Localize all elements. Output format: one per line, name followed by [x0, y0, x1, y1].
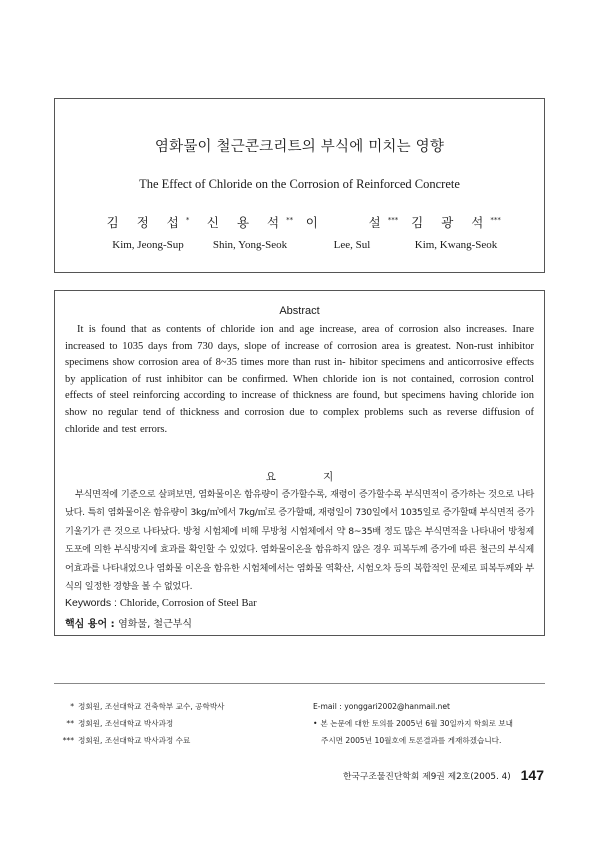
notice-text-1: 본 논문에 대한 토의를 2005년 6월 30일까지 학회로 보내 [320, 719, 513, 728]
footnote-item [54, 698, 294, 715]
paper-title-korean: 염화물이 철근콘크리트의 부식에 미치는 영향 [154, 139, 445, 155]
abstract-box [54, 290, 545, 636]
author-name-en: Shin, Yong-Seok [212, 239, 288, 251]
footnotes-contact [313, 698, 543, 749]
keywords-ko-label: 핵심 용어 : [65, 619, 119, 630]
footnote-item [54, 715, 294, 732]
journal-citation: 한국구조물진단학회 제9권 제2호(2005. 4) [342, 772, 511, 782]
author-name-en: Lee, Sul [333, 239, 371, 251]
email-line: E-mail : yonggari2002@hanmail.net [313, 702, 451, 711]
author-4 [391, 213, 521, 251]
keywords-ko-value: 염화물, 철근부식 [118, 619, 193, 630]
author-name-en: Kim, Jeong-Sup [112, 239, 184, 251]
footnotes-affiliations [54, 698, 294, 749]
keywords-label: Keywords : [65, 597, 120, 609]
author-name-en: Kim, Kwang-Seok [414, 239, 498, 251]
paper-title-english: The Effect of Chloride on the Corrosion of Reinforced Concrete [139, 177, 460, 191]
footnote-mark: ** [66, 719, 74, 728]
footnote-text: 정회원, 조선대학교 박사과정 수료 [78, 736, 191, 745]
author-name-ko: 김 광 석 [411, 215, 491, 230]
footnote-item [54, 732, 294, 749]
discussion-notice-line1 [313, 715, 543, 732]
keywords [65, 597, 257, 609]
footnote-mark: * [70, 702, 74, 711]
bullet-icon: • [313, 719, 318, 728]
footnote-mark: *** [62, 736, 74, 745]
abstract-text: It is found that as contents of chloride ion and age increase, area of corrosion also increases. Inare increased to 1035 days from 730 days, slope of increase of corrosion area is greatest. Non-rust inhibitor specimens show corrosion area of 8~35 times more than rust in- hibitor specimens and anticorrosive effects by application of rust inhibitor can be confirmed. When chloride ion is not contained, corrosion control effects of steel reinforcing according to increase of thickness are found, but specimens having chloride ion show no regular tend of thickness and corrosion due to complex problems such as reverse diffusion of chloride and test errors. [65, 324, 534, 435]
author-mark: ** [286, 215, 294, 224]
author-name-ko: 이 설 [305, 215, 388, 230]
author-name-ko: 신 용 석 [206, 215, 287, 230]
page-footer [343, 767, 544, 783]
keywords-korean [65, 615, 192, 630]
page-number: 147 [520, 767, 544, 783]
footnote-text: 정회원, 조선대학교 건축학부 교수, 공학박사 [78, 702, 225, 711]
author-mark: *** [387, 215, 399, 224]
author-mark: * [185, 215, 190, 224]
summary-heading: 요 지 [265, 471, 356, 483]
keywords-value: Chloride, Corrosion of Steel Bar [119, 598, 257, 609]
abstract-heading: Abstract [279, 305, 320, 317]
summary-text: 부식면적에 기준으로 살펴보면, 염화물이온 함유량이 증가할수록, 재령이 증가할수록 부식면적이 증가하는 것으로 나타났다. 특히 염화물이온 함유량이 3kg/㎥에서 7kg/㎥로 증가할때, 재령일이 730일에서 1035일로 증가할때 부식면적 증가 기울기가 큰 것으로 나타났다. 방청 시험체에 비해 무방청 시험체에서 약 8~35배 정도 많은 부식면적을 나타내어 방청제 도포에 의한 부식방지에 효과를 확인할 수 있었다. 염화물이온을 함유하지 않은 경우 피복두께 증가에 따른 철근의 부식제어효과를 나타내었으나 염화물 이온을 함유한 시험체에서는 염화물 역확산, 시험오차 등의 복합적인 문제로 피복두께와 부식의 일정한 경향을 볼 수 없었다. [65, 489, 534, 593]
footnote-divider [54, 683, 545, 684]
title-box [54, 98, 545, 273]
author-name-ko: 김 정 섭 [106, 215, 186, 230]
author-mark: *** [490, 215, 501, 224]
footnote-text: 정회원, 조선대학교 박사과정 [78, 719, 174, 728]
notice-text-2: 주시면 2005년 10월호에 토론결과를 게재하겠습니다. [321, 736, 502, 745]
